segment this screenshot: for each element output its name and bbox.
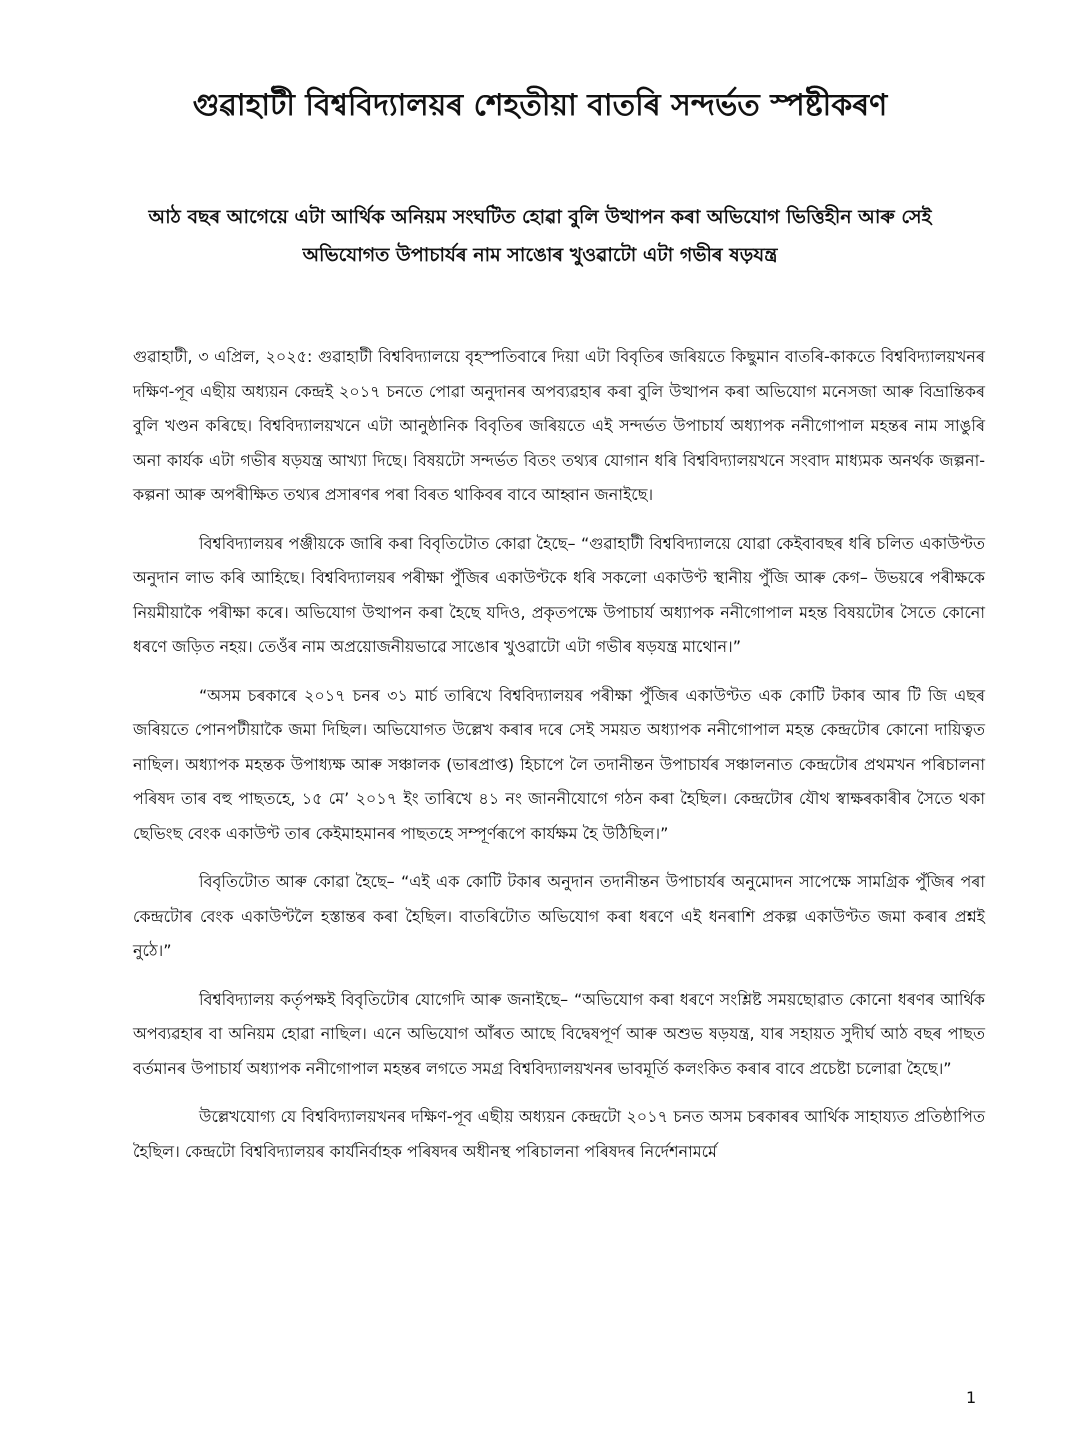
document-title: গুৱাহাটী বিশ্ববিদ্যালয়ৰ শেহতীয়া বাতৰি সন্দৰ্ভত স্পষ্টীকৰণ bbox=[192, 88, 888, 123]
page-number: 1 bbox=[966, 1388, 977, 1407]
paragraph-registrar-statement: বিশ্ববিদ্যালয়ৰ পঞ্জীয়কে জাৰি কৰা বিবৃতিটোত কোৱা হৈছে– “গুৱাহাটী বিশ্ববিদ্যালয়ে যোৱা কেইবাবছৰ ধৰি চলিত একাউণ্টত অনুদান লাভ কৰি আহিছে। বিশ্ববিদ্যালয়ৰ পৰীক্ষা পুঁজিৰ একাউণ্টকে ধৰি সকলো একাউণ্ট স্থানীয় পুঁজি আৰু কেগ– উভয়ৰে পৰীক্ষকে নিয়মীয়াকৈ পৰীক্ষা কৰে। অভিযোগ উত্থাপন কৰা হৈছে যদিও, প্ৰকৃতপক্ষে উপাচাৰ্য অধ্যাপক ননীগোপাল মহন্ত বিষয়টোৰ সৈতে কোনো ধৰণে জড়িত নহয়। তেওঁৰ নাম অপ্ৰয়োজনীয়ভাৱে সাঙোৰ খুওৱাটো এটা গভীৰ ষড়যন্ত্ৰ মাথোন।” bbox=[133, 533, 985, 656]
paragraph-centre-background: উল্লেখযোগ্য যে বিশ্ববিদ্যালয়খনৰ দক্ষিণ-পূব এছীয় অধ্যয়ন কেন্দ্ৰটো ২০১৭ চনত অসম চৰকাৰৰ আৰ্থিক সাহায্যত প্ৰতিষ্ঠাপিত হৈছিল। কেন্দ্ৰটো বিশ্ববিদ্যালয়ৰ কাৰ্যনিৰ্বাহক পৰিষদৰ অধীনস্থ পৰিচালনা পৰিষদৰ নিৰ্দেশনামৰ্মে bbox=[133, 1107, 985, 1161]
paragraph-government-grant: “অসম চৰকাৰে ২০১৭ চনৰ ৩১ মাৰ্চ তাৰিখে বিশ্ববিদ্যালয়ৰ পৰীক্ষা পুঁজিৰ একাউণ্টত এক কোটি টকাৰ আৰ টি জি এছৰ জৰিয়তে পোনপটীয়াকৈ জমা দিছিল। অভিযোগত উল্লেখ কৰাৰ দৰে সেই সময়ত অধ্যাপক ননীগোপাল মহন্ত কেন্দ্ৰটোৰ কোনো দায়িত্বত নাছিল। অধ্যাপক মহন্তক উপাধ্যক্ষ আৰু সঞ্চালক (ভাৰপ্ৰাপ্ত) হিচাপে লৈ তদানীন্তন উপাচাৰ্যৰ সঞ্চালনাত কেন্দ্ৰটোৰ প্ৰথমখন পৰিচালনা পৰিষদ তাৰ বহু পাছতহে, ১৫ মে’ ২০১৭ ইং তাৰিখে ৪১ নং জাননীযোগে গঠন কৰা হৈছিল। কেন্দ্ৰটোৰ যৌথ স্বাক্ষৰকাৰীৰ সৈতে থকা ছেভিংছ বেংক একাউণ্ট তাৰ কেইমাহমানৰ পাছতহে সম্পূৰ্ণৰূপে কাৰ্যক্ষম হৈ উঠিছিল।” bbox=[133, 685, 985, 843]
document-body bbox=[133, 340, 985, 1183]
paragraph-authority-statement: বিশ্ববিদ্যালয় কৰ্তৃপক্ষই বিবৃতিটোৰ যোগেদি আৰু জনাইছে– “অভিযোগ কৰা ধৰণে সংশ্লিষ্ট সময়ছোৱাত কোনো ধৰণৰ আৰ্থিক অপব্যৱহাৰ বা অনিয়ম হোৱা নাছিল। এনে অভিযোগ আঁৰত আছে বিদ্বেষপূৰ্ণ আৰু অশুভ ষড়যন্ত্ৰ, যাৰ সহায়ত সুদীৰ্ঘ আঠ বছৰ পাছত বৰ্তমানৰ উপাচাৰ্য অধ্যাপক ননীগোপাল মহন্তৰ লগতে সমগ্ৰ বিশ্ববিদ্যালয়খনৰ ভাবমূৰ্তি কলংকিত কৰাৰ বাবে প্ৰচেষ্টা চলোৱা হৈছে।” bbox=[133, 989, 985, 1078]
document-subtitle: আঠ বছৰ আগেয়ে এটা আৰ্থিক অনিয়ম সংঘটিত হোৱা বুলি উত্থাপন কৰা অভিযোগ ভিত্তিহীন আৰু সেই অভিযোগত উপাচাৰ্যৰ নাম সাঙোৰ খুওৱাটো এটা গভীৰ ষড়যন্ত্ৰ bbox=[148, 206, 932, 266]
paragraph-intro: গুৱাহাটী, ৩ এপ্ৰিল, ২০২৫: গুৱাহাটী বিশ্ববিদ্যালয়ে বৃহস্পতিবাৰে দিয়া এটা বিবৃতিৰ জৰিয়তে কিছুমান বাতৰি-কাকতে বিশ্ববিদ্যালয়খনৰ দক্ষিণ-পূব এছীয় অধ্যয়ন কেন্দ্ৰই ২০১৭ চনতে পোৱা অনুদানৰ অপব্যৱহাৰ কৰা বুলি উত্থাপন কৰা অভিযোগ মনেসজা আৰু বিভ্ৰান্তিকৰ বুলি খণ্ডন কৰিছে। বিশ্ববিদ্যালয়খনে এটা আনুষ্ঠানিক বিবৃতিৰ জৰিয়তে এই সন্দৰ্ভত উপাচাৰ্য অধ্যাপক ননীগোপাল মহন্তৰ নাম সাঙুৰি অনা কাৰ্যক এটা গভীৰ ষড়যন্ত্ৰ আখ্যা দিছে। বিষয়টো সন্দৰ্ভত বিতং তথ্যৰ যোগান ধৰি বিশ্ববিদ্যালয়খনে সংবাদ মাধ্যমক অনৰ্থক জল্পনা-কল্পনা আৰু অপৰীক্ষিত তথ্যৰ প্ৰসাৰণৰ পৰা বিৰত থাকিবৰ বাবে আহ্বান জনাইছে। bbox=[133, 347, 985, 504]
paragraph-grant-transfer: বিবৃতিটোত আৰু কোৱা হৈছে– “এই এক কোটি টকাৰ অনুদান তদানীন্তন উপাচাৰ্যৰ অনুমোদন সাপেক্ষে সামগ্ৰিক পুঁজিৰ পৰা কেন্দ্ৰটোৰ বেংক একাউণ্টলৈ হস্তান্তৰ কৰা হৈছিল। বাতৰিটোত অভিযোগ কৰা ধৰণে এই ধনৰাশি প্ৰকল্প একাউণ্টত জমা কৰাৰ প্ৰশ্নই নুঠে।” bbox=[133, 872, 985, 960]
